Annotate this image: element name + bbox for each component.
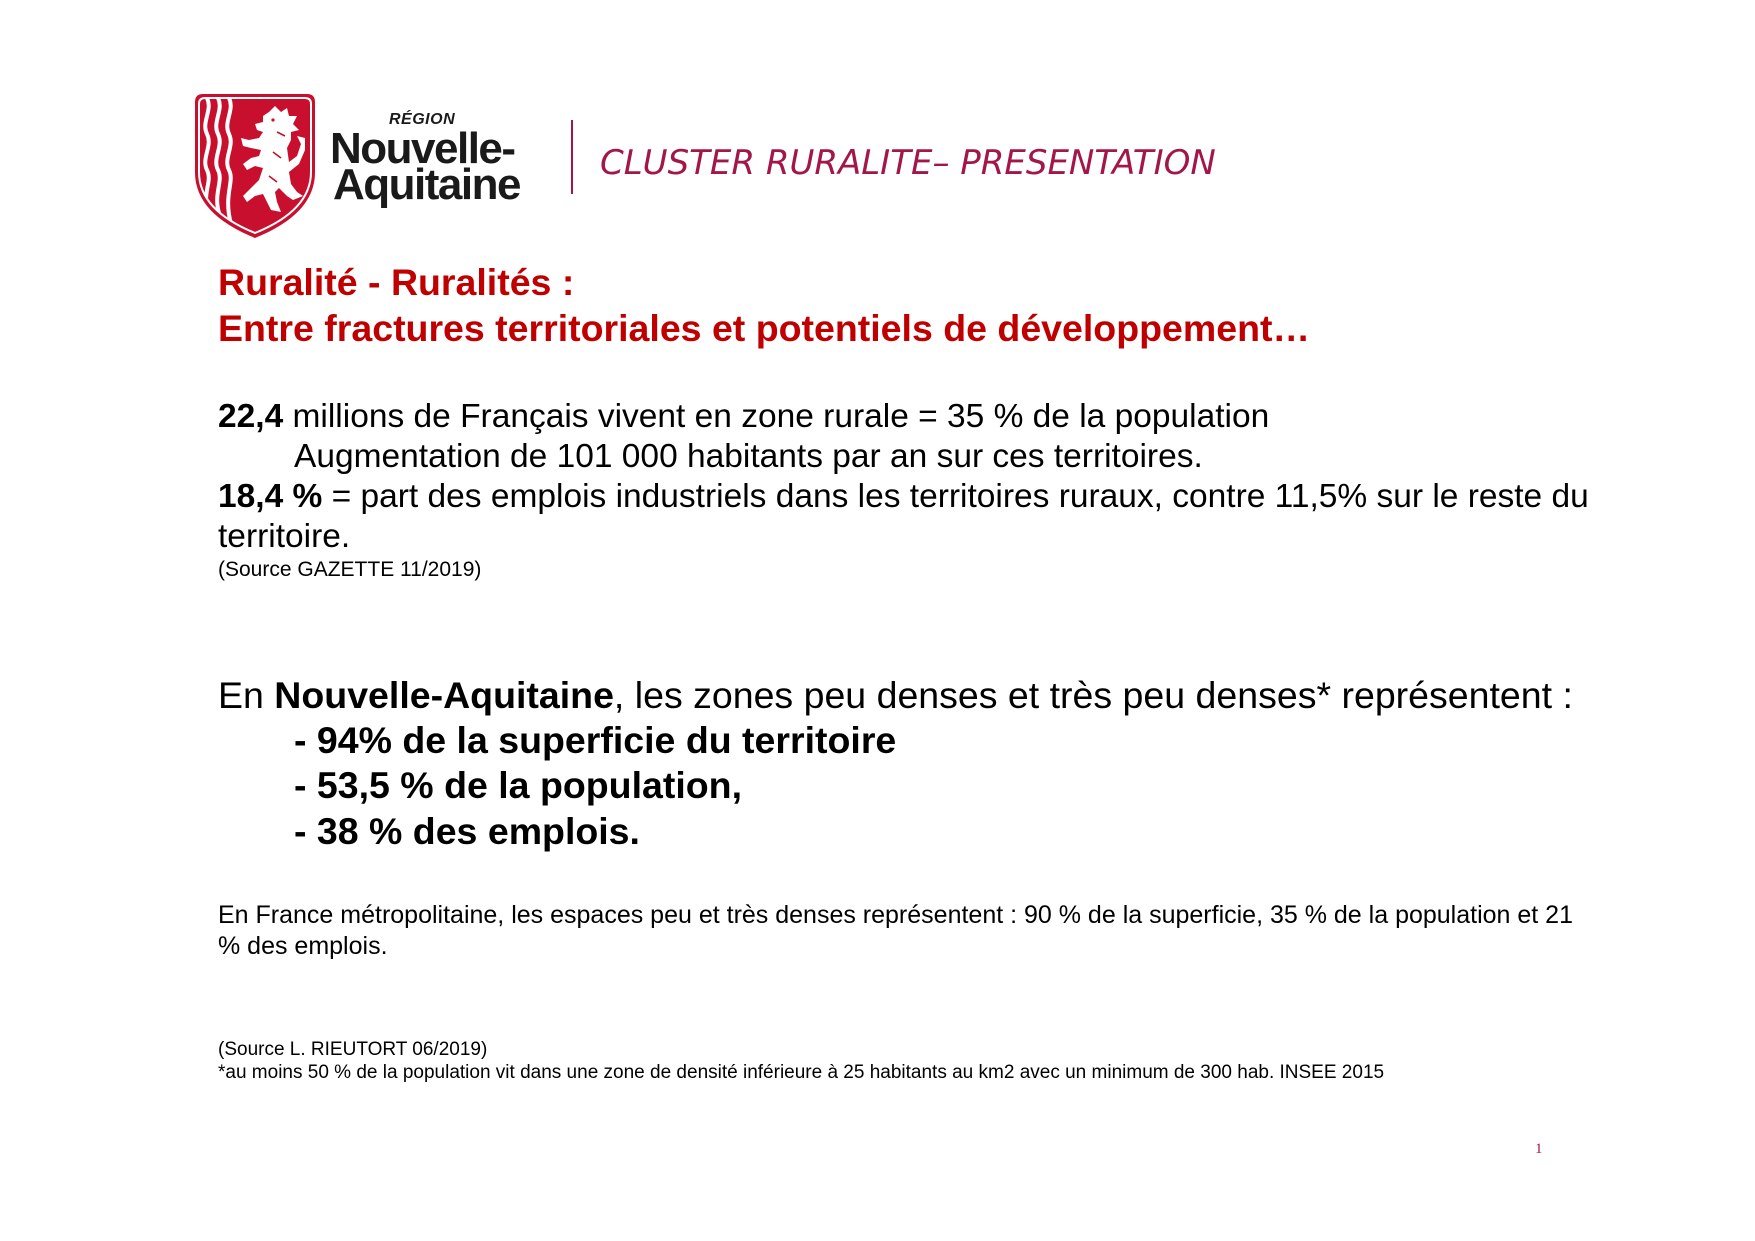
region-intro-prefix: En [218, 674, 264, 716]
stat-text: millions de Français vivent en zone rurale = 35 % de la population [292, 398, 1270, 435]
slide-heading-line2: Entre fractures territoriales et potentiels de développement… [218, 307, 1310, 349]
source-citation: (Source GAZETTE 11/2019) [218, 558, 482, 581]
region-intro [218, 673, 1573, 718]
presentation-title: CLUSTER RURALITE– PRESENTATION [600, 143, 1216, 183]
stat-industrial-jobs [218, 477, 1589, 517]
metropole-note-line: En France métropolitaine, les espaces peu et très denses représentent : 90 % de la superficie, 35 % de la population et 21 [218, 901, 1573, 929]
slide-heading-line1: Ruralité - Ruralités : [218, 261, 575, 303]
lion-shield-icon [193, 92, 317, 240]
source-citation: (Source L. RIEUTORT 06/2019) [218, 1039, 488, 1060]
list-item: - 53,5 % de la population, [294, 764, 742, 806]
page-number: 1 [1535, 1141, 1543, 1157]
lion-eye [271, 118, 274, 121]
stat-value: 22,4 [218, 398, 284, 435]
stat-industrial-jobs-continued: territoire. [218, 518, 351, 555]
logo-name-line1: Nouvelle- [330, 124, 515, 173]
list-item: - 94% de la superficie du territoire [294, 719, 897, 761]
list-item: - 38 % des emplois. [294, 810, 640, 852]
region-intro-suffix: , les zones peu denses et très peu denses* représentent : [613, 674, 1573, 716]
footnote-definition: *au moins 50 % de la population vit dans une zone de densité inférieure à 25 habitants au km2 avec un minimum de 300 hab. INSEE 2015 [218, 1062, 1385, 1083]
stat-text: = part des emplois industriels dans les territoires ruraux, contre 11,5% sur le reste du [331, 478, 1589, 515]
stat-rural-population [218, 397, 1269, 437]
logo-name-line2: Aquitaine [333, 160, 520, 209]
header-divider [571, 120, 573, 194]
metropole-note-line: % des emplois. [218, 931, 388, 960]
stat-value: 18,4 % [218, 478, 323, 515]
stat-rural-population-detail: Augmentation de 101 000 habitants par an sur ces territoires. [294, 438, 1203, 475]
logo-region-label: RÉGION [389, 111, 456, 128]
region-name: Nouvelle-Aquitaine [274, 674, 614, 716]
wave-stripe [205, 98, 209, 210]
